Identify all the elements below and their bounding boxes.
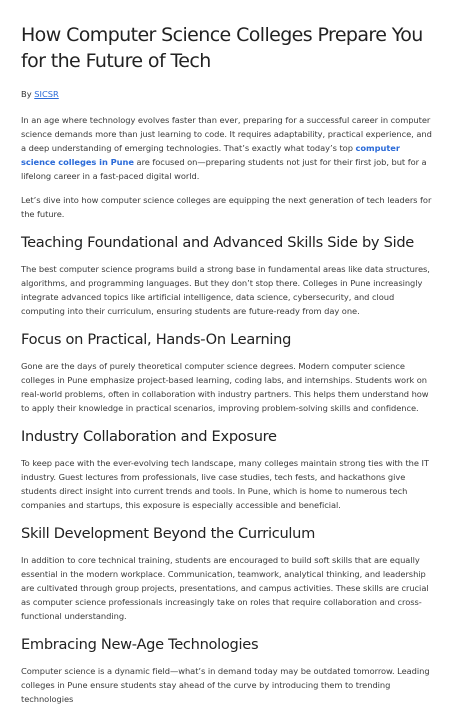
section-heading: Embracing New-Age Technologies xyxy=(21,636,259,653)
lead-paragraph: Let’s dive into how computer science colleges are equipping the next generation of tech leaders for the future. xyxy=(21,195,432,219)
colleges-in-pune-link[interactable]: computer science colleges in Pune xyxy=(21,143,400,167)
intro-text-start: In an age where technology evolves faster than ever, preparing for a successful career in computer science demands more than just learning to code. It requires adaptability, practical experience, and a deep understanding of emerging technologies. That’s exactly what today’s top xyxy=(21,115,432,153)
article-title: How Computer Science Colleges Prepare You for the Future of Tech xyxy=(21,24,423,72)
intro-text-end: are focused on—preparing students not just for their first job, but for a lifelong career in a fast-paced digital world. xyxy=(21,157,427,181)
section-paragraph: In addition to core technical training, students are encouraged to build soft skills that are equally essential in the modern workplace. Communication, teamwork, analytical thinking, and leadership are cultivated through group projects, presentations, and campus activities. These skills are crucial as computer science professionals increasingly take on roles that require collaboration and cross-functional understanding. xyxy=(21,555,429,621)
section-paragraph: Computer science is a dynamic field—what’s in demand today may be outdated tomorrow. Leading colleges in Pune ensure students stay ahead of the curve by introducing them to trending technologies xyxy=(21,666,430,704)
byline xyxy=(21,88,432,100)
section-paragraph: To keep pace with the ever-evolving tech landscape, many colleges maintain strong ties with the IT industry. Guest lectures from professionals, live case studies, tech fests, and hackathons give students direct insight into current trends and tools. In Pune, which is home to numerous tech companies and startups, this exposure is especially accessible and beneficial. xyxy=(21,458,429,510)
section-paragraph: The best computer science programs build a strong base in fundamental areas like data structures, algorithms, and programming languages. But they don’t stop there. Colleges in Pune increasingly integrate advanced topics like artificial intelligence, data science, cybersecurity, and cloud computing into their curriculum, ensuring students are future-ready from day one. xyxy=(21,264,430,316)
section-paragraph: Gone are the days of purely theoretical computer science degrees. Modern computer science colleges in Pune emphasize project-based learning, coding labs, and internships. Students work on real-world problems, often in collaboration with industry partners. This helps them understand how to apply their knowledge in practical scenarios, improving problem-solving skills and confidence. xyxy=(21,361,429,413)
section-heading: Industry Collaboration and Exposure xyxy=(21,428,277,445)
byline-prefix: By xyxy=(21,89,35,99)
section-heading: Teaching Foundational and Advanced Skills Side by Side xyxy=(21,234,414,251)
intro-paragraph xyxy=(21,113,432,183)
section-heading: Skill Development Beyond the Curriculum xyxy=(21,525,316,542)
author-link[interactable]: SICSR xyxy=(34,89,59,99)
section-heading: Focus on Practical, Hands-On Learning xyxy=(21,331,292,348)
